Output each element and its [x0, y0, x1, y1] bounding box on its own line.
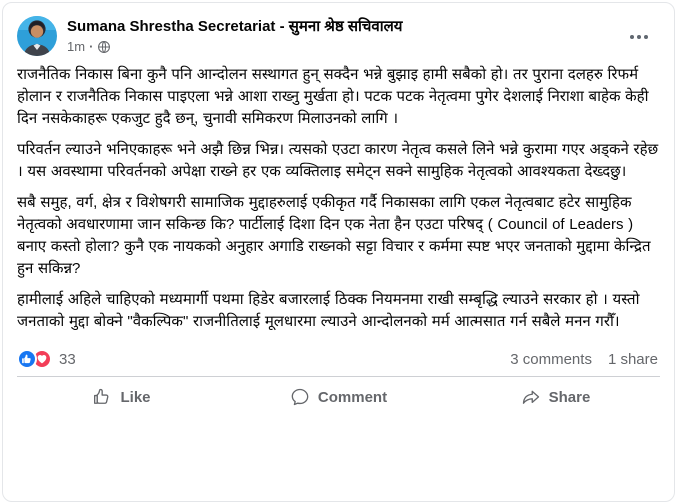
post-paragraph: हामीलाई अहिले चाहिएको मध्यमार्गी पथमा हिडेर बजारलाई ठिक्क नियमनमा राखी सम्बृद्धि ल्याउने सरकार हो । यस्तो जनताको मुद्दा बोक्ने "वैकल्पिक" राजनीतिलाई मूलधारमा ल्याउने आन्दोलनको मर्म आत्मसात गर्न सबैले मनन गरौँ। — [17, 291, 640, 330]
post-paragraph: सबै समुह, वर्ग, क्षेत्र र विशेषगरी सामाजिक मुद्दाहरुलाई एकीकृत गर्दै निकासका लागि एकल नेतृत्वबाट हटेर सामुहिक नेतृत्वको अवधारणामा जान सकिन्छ कि? पार्टीलाई दिशा दिन एक नेता हैन एउटा परिषद् ( Council of Leaders ) बनाए कस्तो होला? कुनै एक नायकको अनुहार अगाडि राख्नको सट्टा विचार र कर्ममा स्पष्ट भएर जनताको मुद्दामा केन्द्रित हुन सकिन्न? — [17, 194, 651, 277]
share-button[interactable] — [447, 380, 664, 414]
action-bar — [3, 377, 674, 417]
timestamp[interactable]: 1m — [67, 39, 86, 54]
post-header — [3, 3, 674, 62]
like-thumb-icon — [17, 349, 37, 369]
meta-separator: · — [89, 39, 94, 54]
more-options-button[interactable] — [622, 27, 656, 47]
avatar-image — [17, 16, 57, 56]
comment-bubble-icon — [290, 387, 310, 407]
post-paragraph: परिवर्तन ल्याउने भनिएकाहरू भने अझै छिन्न भिन्न। त्यसको एउटा कारण नेतृत्व कसले लिने भन्ने कुरामा गएर अड्कने रहेछ । यस अवस्थामा परिवर्तनको अपेक्षा राख्ने हर एक व्यक्तिलाइ समेट्न सक्ने सामुहिक नेतृत्वको आवश्यकता देख्दछु। — [17, 141, 659, 180]
like-button-label: Like — [120, 388, 151, 406]
avatar[interactable] — [17, 16, 57, 56]
counts — [510, 351, 658, 368]
thumbs-up-outline-icon — [92, 387, 112, 407]
engagement-summary — [3, 342, 674, 376]
post-paragraph: राजनैतिक निकास बिना कुनै पनि आन्दोलन सस्थागत हुन् सक्दैन भन्ने बुझाइ हामी सबैको हो। तर पुराना दलहरु रिफर्म होलान र राजनैतिक निकास पाइएला भन्ने आशा राख्नु मुर्खता हो। पटक पटक नेतृत्वमा पुगेर देशलाई निराशा बाहेक केही दिन नसकेकाहरू एकजुट हुदै छन्, चुनावी समिकरण मिलाउनको लागि । — [17, 66, 649, 127]
comment-button[interactable] — [230, 380, 447, 414]
author-name[interactable]: Sumana Shrestha Secretariat - सुमना श्रेष्ठ सचिवालय — [67, 18, 403, 35]
ellipsis-icon — [630, 35, 634, 39]
reaction-summary[interactable] — [17, 349, 76, 369]
shares-count[interactable]: 1 share — [607, 350, 658, 368]
post-body — [3, 62, 674, 333]
share-button-label: Share — [548, 388, 591, 406]
facebook-post-card — [2, 2, 675, 502]
comment-button-label: Comment — [317, 388, 388, 406]
like-button[interactable] — [13, 380, 230, 414]
globe-icon — [97, 40, 111, 54]
comments-count[interactable]: 3 comments — [510, 350, 592, 368]
reaction-count: 33 — [59, 350, 76, 368]
header-text — [67, 16, 403, 54]
post-meta — [67, 39, 403, 54]
share-arrow-icon — [521, 387, 541, 407]
